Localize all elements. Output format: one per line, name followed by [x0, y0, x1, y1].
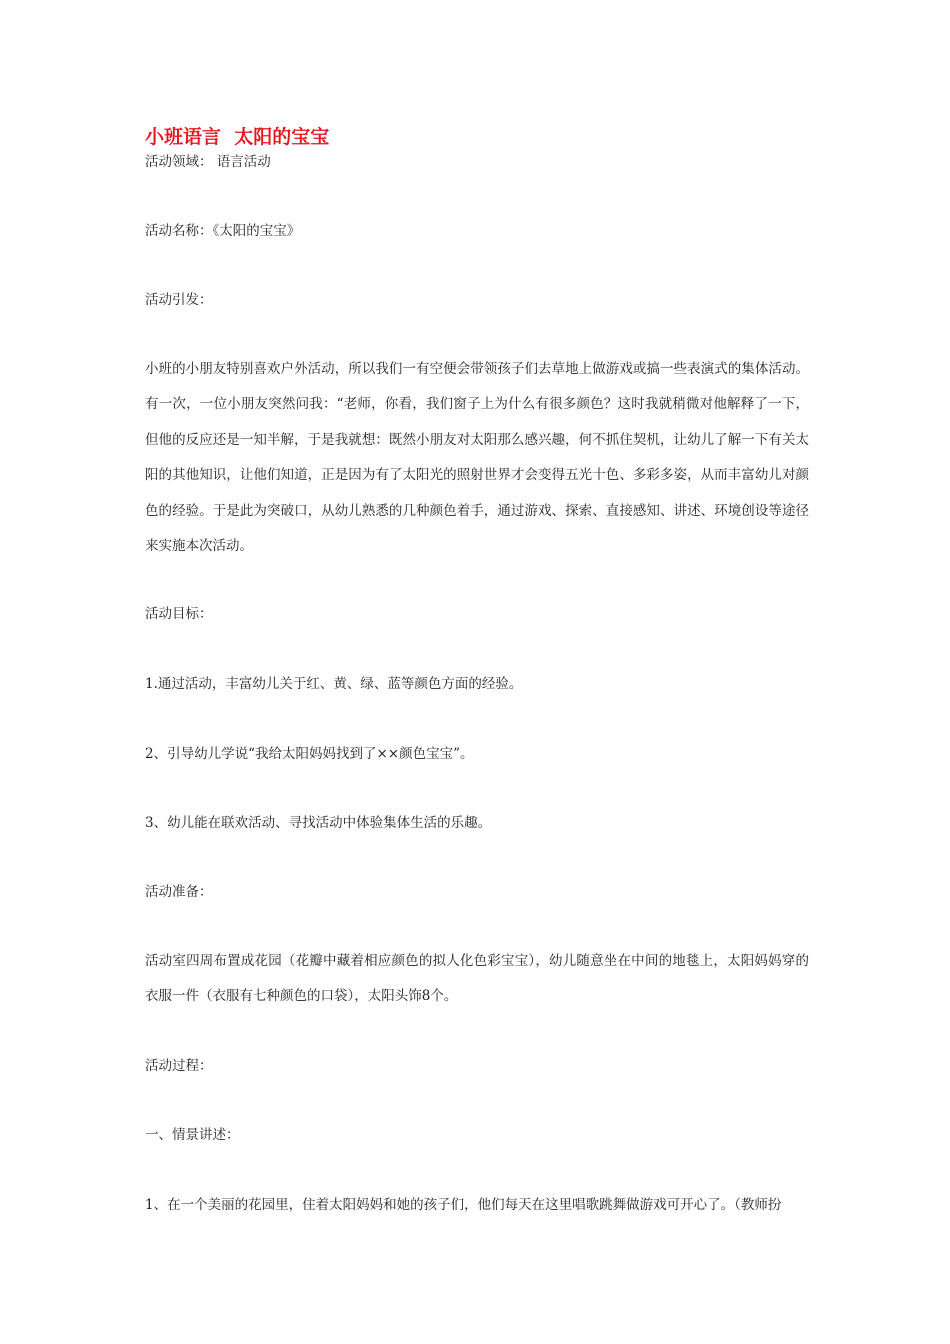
activity-domain-line: 活动领域： 语言活动	[145, 154, 271, 170]
activity-origin-paragraph: 小班的小朋友特别喜欢户外活动，所以我们一有空便会带领孩子们去草地上做游戏或搞一些表演式的集体活动。有一次，一位小朋友突然问我：“老师，你看，我们窗子上为什么有很多颜色？这时我就稍微对他解释了一下，但他的反应还是一知半解，于是我就想：既然小朋友对太阳那么感兴趣，何不抓住契机，让幼儿了解一下有关太阳的其他知识，让他们知道，正是因为有了太阳光的照射世界才会变得五光十色、多彩多姿，从而丰富幼儿对颜色的经验。于是此为突破口，从幼儿熟悉的几种颜色着手，通过游戏、探索、直接感知、讲述、环境创设等途径来实施本次活动。	[145, 361, 809, 555]
activity-process-heading: 活动过程：	[145, 1058, 213, 1074]
section-1-heading: 一、情景讲述：	[145, 1127, 240, 1143]
activity-prep-paragraph: 活动室四周布置成花园（花瓣中藏着相应颜色的拟人化色彩宝宝），幼儿随意坐在中间的地毯上，太阳妈妈穿的衣服一件（衣服有七种颜色的口袋），太阳头饰8个。	[145, 953, 809, 1005]
goal-item-3: 3、幼儿能在联欢活动、寻找活动中体验集体生活的乐趣。	[145, 815, 492, 831]
activity-name-line: 活动名称：《太阳的宝宝》	[145, 223, 301, 239]
activity-origin-heading: 活动引发：	[145, 292, 213, 308]
goal-item-2: 2、引导幼儿学说“我给太阳妈妈找到了××颜色宝宝”。	[145, 746, 474, 762]
activity-goals-heading: 活动目标：	[145, 606, 213, 622]
document-title: 小班语言 太阳的宝宝	[145, 126, 330, 148]
activity-prep-heading: 活动准备：	[145, 884, 213, 900]
section-1-paragraph: 1、在一个美丽的花园里，住着太阳妈妈和她的孩子们，他们每天在这里唱歌跳舞做游戏可开心了。（教师扮	[145, 1197, 782, 1213]
goal-item-1: 1.通过活动，丰富幼儿关于红、黄、绿、蓝等颜色方面的经验。	[145, 676, 523, 692]
